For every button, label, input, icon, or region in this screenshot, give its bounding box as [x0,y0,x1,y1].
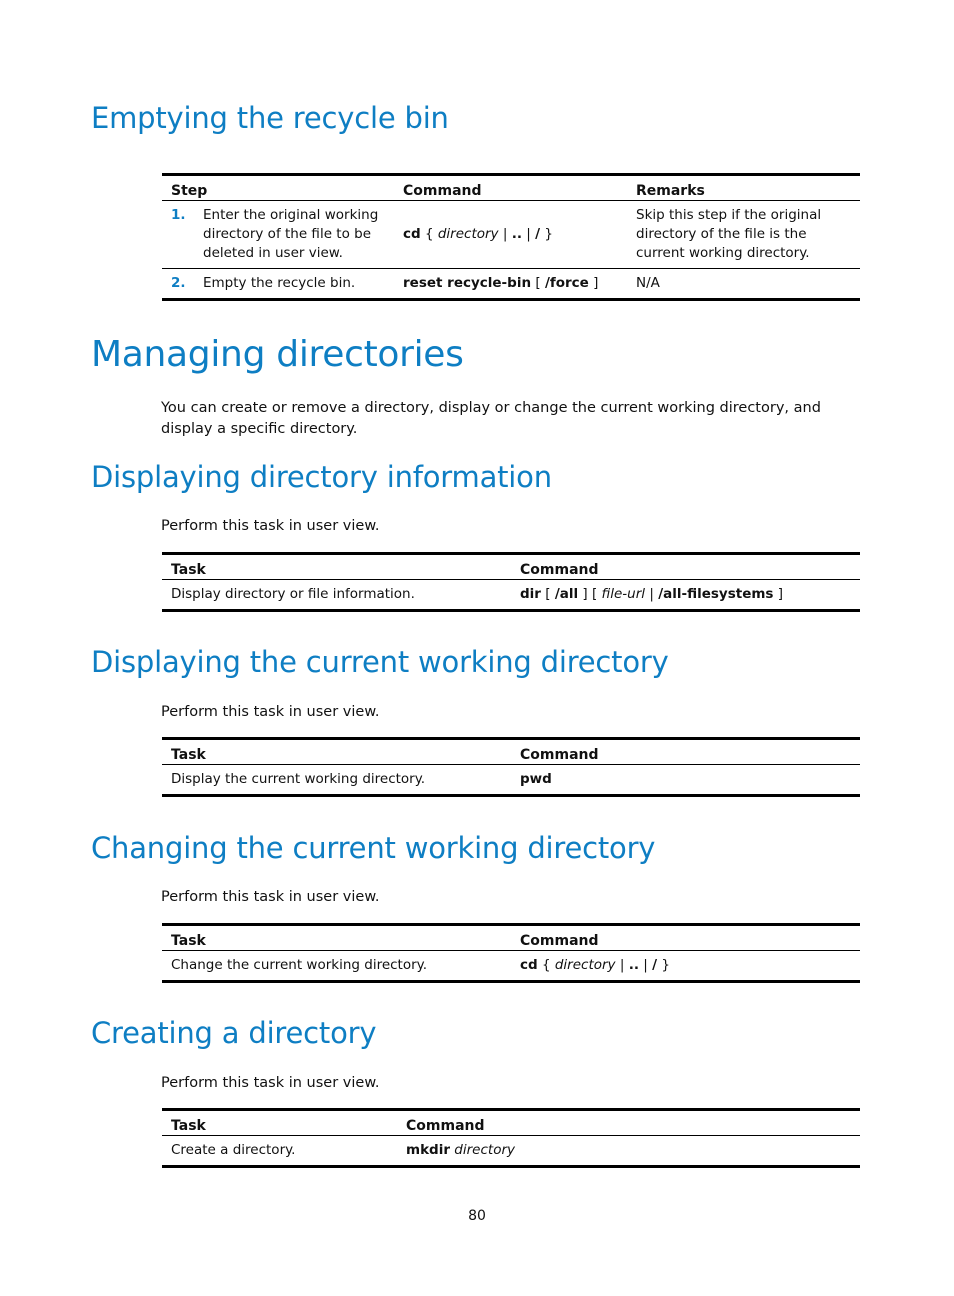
command-keyword: / [652,957,658,973]
table-row [162,951,860,982]
recycle-bin-table [162,173,860,301]
command-keyword: reset recycle-bin [403,275,532,291]
command-syntax: } [540,226,553,242]
section-heading-emptying-recycle-bin: Emptying the recycle bin [91,101,449,135]
intro-paragraph: You can create or remove a directory, display or change the current working directory, and display a specific directory. [161,400,821,437]
command-keyword: mkdir [406,1142,450,1158]
step-number: 2. [171,275,186,291]
column-header-command: Command [511,739,860,765]
command-option: /all-filesystems [658,586,774,602]
column-header-task: Task [162,1110,397,1136]
step-description: Empty the recycle bin. [203,275,356,291]
section-heading-displaying-cwd: Displaying the current working directory [91,645,669,679]
column-header-step: Step [162,175,394,201]
remarks-cell: Skip this step if the original directory of the file is the current working directory. [627,201,860,269]
display-cwd-table [162,737,860,797]
command-argument: file-url [601,586,646,602]
table-header-row [162,1110,860,1136]
table-row [162,1136,860,1167]
task-cell: Change the current working directory. [162,951,511,982]
command-cell [511,580,860,611]
command-syntax: [ [531,275,545,291]
command-keyword: .. [628,957,639,973]
user-view-note: Perform this task in user view. [161,1075,380,1091]
column-header-command: Command [397,1110,860,1136]
command-syntax: { [420,226,438,242]
step-number: 1. [171,207,186,223]
command-keyword: pwd [520,771,552,787]
column-header-task: Task [162,925,511,951]
user-view-note: Perform this task in user view. [161,704,380,720]
command-cell [511,765,860,796]
column-header-command: Command [394,175,627,201]
command-keyword: dir [520,586,541,602]
column-header-task: Task [162,554,511,580]
command-keyword: .. [511,226,522,242]
command-syntax: ] [ [578,586,602,602]
step-description: Enter the original working directory of the file to be deleted in user view. [203,207,379,261]
column-header-remarks: Remarks [627,175,860,201]
command-argument: directory [437,226,499,242]
section-heading-creating-directory: Creating a directory [91,1016,377,1050]
task-cell: Display the current working directory. [162,765,511,796]
step-cell [162,269,394,300]
table-header-row [162,175,860,201]
section-heading-changing-cwd: Changing the current working directory [91,831,656,865]
command-cell [394,269,627,300]
table-row [162,269,860,300]
command-argument: directory [454,1142,515,1158]
command-syntax: ] [588,275,599,291]
page-number: 80 [468,1208,486,1224]
section-heading-displaying-directory-information: Displaying directory information [91,460,552,494]
change-cwd-table [162,923,860,983]
create-directory-table [162,1108,860,1168]
command-option: /force [544,275,589,291]
command-syntax: | [521,226,536,242]
command-cell [511,951,860,982]
column-header-command: Command [511,925,860,951]
column-header-command: Command [511,554,860,580]
command-cell [397,1136,860,1167]
command-syntax: [ [540,586,555,602]
table-header-row [162,925,860,951]
table-header-row [162,739,860,765]
table-row [162,580,860,611]
user-view-note: Perform this task in user view. [161,518,380,534]
task-cell: Display directory or file information. [162,580,511,611]
task-cell: Create a directory. [162,1136,397,1167]
table-row [162,201,860,269]
command-syntax: | [615,957,629,973]
chapter-heading-managing-directories: Managing directories [91,334,464,375]
command-keyword: cd [520,957,538,973]
user-view-note: Perform this task in user view. [161,889,380,905]
table-row [162,765,860,796]
table-header-row [162,554,860,580]
command-syntax: { [537,957,555,973]
command-syntax: } [657,957,670,973]
command-syntax: | [645,586,659,602]
command-syntax: | [498,226,512,242]
command-option: /all [554,586,579,602]
command-syntax: ] [773,586,784,602]
step-cell [162,201,394,269]
command-argument: directory [554,957,616,973]
command-keyword: cd [403,226,421,242]
command-keyword: / [535,226,541,242]
command-syntax: | [638,957,653,973]
remarks-cell: N/A [627,269,860,300]
command-cell [394,201,627,269]
column-header-task: Task [162,739,511,765]
display-info-table [162,552,860,612]
